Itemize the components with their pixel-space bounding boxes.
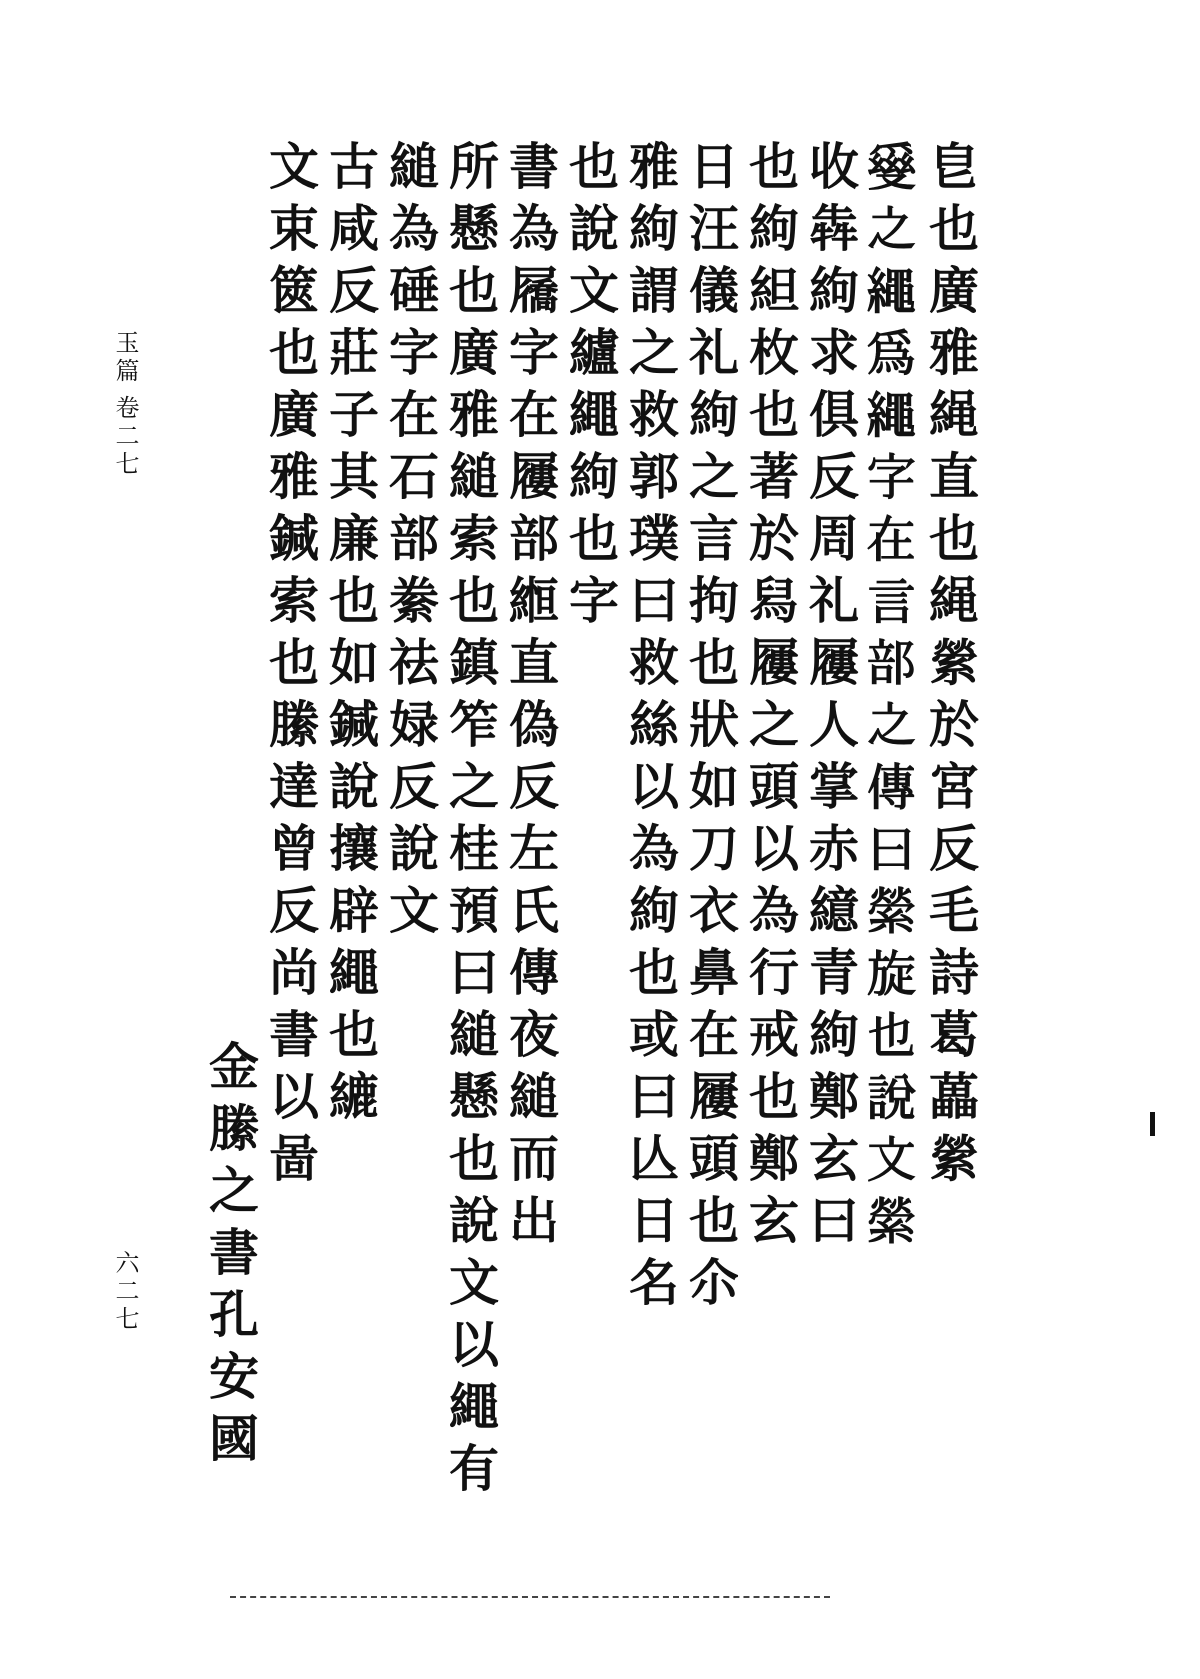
text-column-6: 雅絇謂之救郭璞曰救絲以為絇也或曰亾日名: [621, 140, 680, 1318]
chapter-label: 卷二七: [111, 395, 139, 479]
text-column-9: 所懸也廣雅縋索也鎮笮之桂預曰縋懸也說文以繩有: [441, 140, 500, 1504]
text-column-3: 收犇絇求俱反周礼屨人掌赤繶青絇鄭玄曰: [801, 140, 860, 1256]
bottom-rule: [230, 1596, 830, 1598]
text-column-2: 𤔪之繩為繩字在言部之傳曰縈旋也說文縈: [861, 140, 920, 1256]
margin-mark: [1150, 1112, 1155, 1136]
book-title: 玉篇: [111, 330, 139, 386]
page-number: 六二七: [111, 1250, 139, 1334]
text-column-7: 也說文纑繩絇也字: [561, 140, 620, 636]
text-column-10: 縋為硾字在石部絭祛娽反說文: [381, 140, 440, 946]
text-column-1: 皀也廣雅䋲直也䋲縈於宮反毛詩葛藟縈: [921, 140, 980, 1194]
text-column-8: 書為屩字在屨部縆直偽反左氏傳夜縋而出: [501, 140, 560, 1256]
text-column-5: 日汪儀礼絇之言拘也狀如刀衣鼻在屨頭也尒: [681, 140, 740, 1318]
text-column-11: 古咸反莊子其廉也如鍼說攘辟繩也䌒: [321, 140, 380, 1132]
text-column-4: 也絇䋎枚也著於舄屨之頭以為行戒也鄭玄: [741, 140, 800, 1256]
text-column-13: 金縢之書孔安國: [201, 1040, 260, 1474]
text-column-12: 文束篋也廣雅鍼索也縢達曾反尚書以啚: [261, 140, 320, 1194]
